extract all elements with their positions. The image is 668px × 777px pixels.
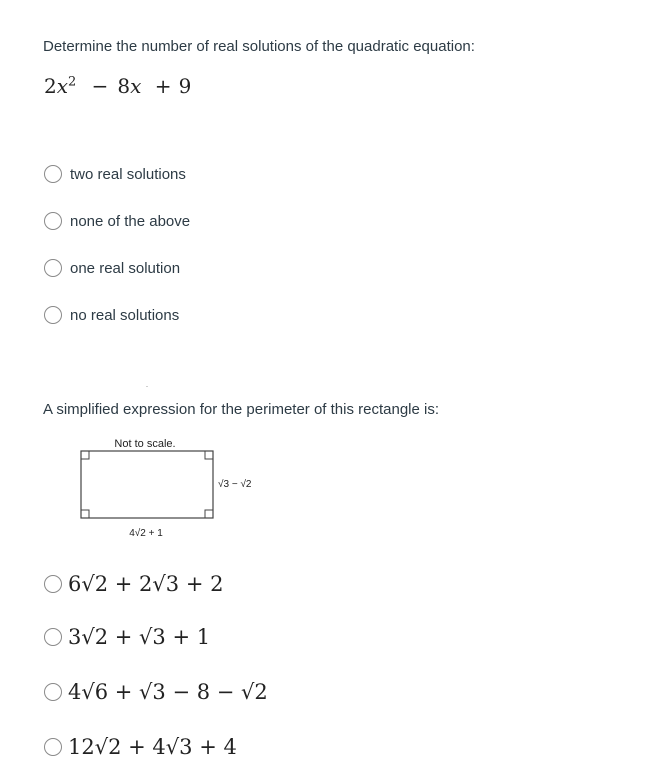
q1-option-two-real[interactable] (44, 165, 186, 183)
radio-button[interactable] (44, 738, 62, 756)
q1-option-one-real[interactable] (44, 259, 180, 277)
quadratic-equation (44, 74, 191, 98)
option-label: none of the above (70, 212, 191, 230)
q2-option-c[interactable] (44, 680, 268, 704)
q2-option-d[interactable] (44, 735, 237, 759)
radio-button[interactable] (44, 628, 62, 646)
q1-option-none-of-above[interactable] (44, 212, 190, 230)
rectangle-outline (81, 451, 213, 518)
eq-var: x (56, 74, 69, 98)
option-expression: 4√6 + √3 − 8 − √2 (68, 680, 268, 704)
radio-button[interactable] (44, 259, 62, 277)
option-label: one real solution (70, 259, 181, 277)
q2-option-b[interactable] (44, 625, 210, 649)
radio-button[interactable] (44, 306, 62, 324)
right-angle-marker-top-right (205, 451, 213, 459)
right-angle-marker-bottom-right (205, 510, 213, 518)
option-expression: 12√2 + 4√3 + 4 (68, 735, 237, 759)
q2-option-a[interactable] (44, 572, 223, 596)
side-length-label: √3 − √2 (218, 479, 252, 490)
radio-button[interactable] (44, 683, 62, 701)
bottom-length-label: 4√2 + 1 (129, 528, 163, 539)
eq-term2-var: x (130, 74, 142, 98)
eq-exponent: 2 (68, 74, 77, 90)
q1-option-no-real[interactable] (44, 306, 179, 324)
not-to-scale-label: Not to scale. (114, 438, 176, 450)
eq-op-plus: + (154, 74, 172, 98)
option-label: no real solutions (70, 306, 180, 324)
radio-button[interactable] (44, 212, 62, 230)
right-angle-marker-bottom-left (81, 510, 89, 518)
eq-coef: 2 (44, 74, 57, 98)
option-expression: 3√2 + √3 + 1 (68, 625, 211, 649)
eq-term2-coef: 8 (117, 74, 131, 98)
rectangle-diagram (70, 432, 280, 547)
option-label: two real solutions (70, 165, 186, 183)
eq-op-minus: − (91, 74, 109, 98)
question-2-prompt: A simplified expression for the perimeter of this rectangle is: (43, 401, 440, 418)
eq-term3: 9 (178, 74, 192, 98)
radio-button[interactable] (44, 575, 62, 593)
radio-button[interactable] (44, 165, 62, 183)
separator-dot (146, 386, 148, 387)
question-1-prompt: Determine the number of real solutions of the quadratic equation: (43, 38, 475, 55)
option-expression: 6√2 + 2√3 + 2 (68, 572, 224, 596)
right-angle-marker-top-left (81, 451, 89, 459)
rectangle-figure (70, 432, 280, 547)
